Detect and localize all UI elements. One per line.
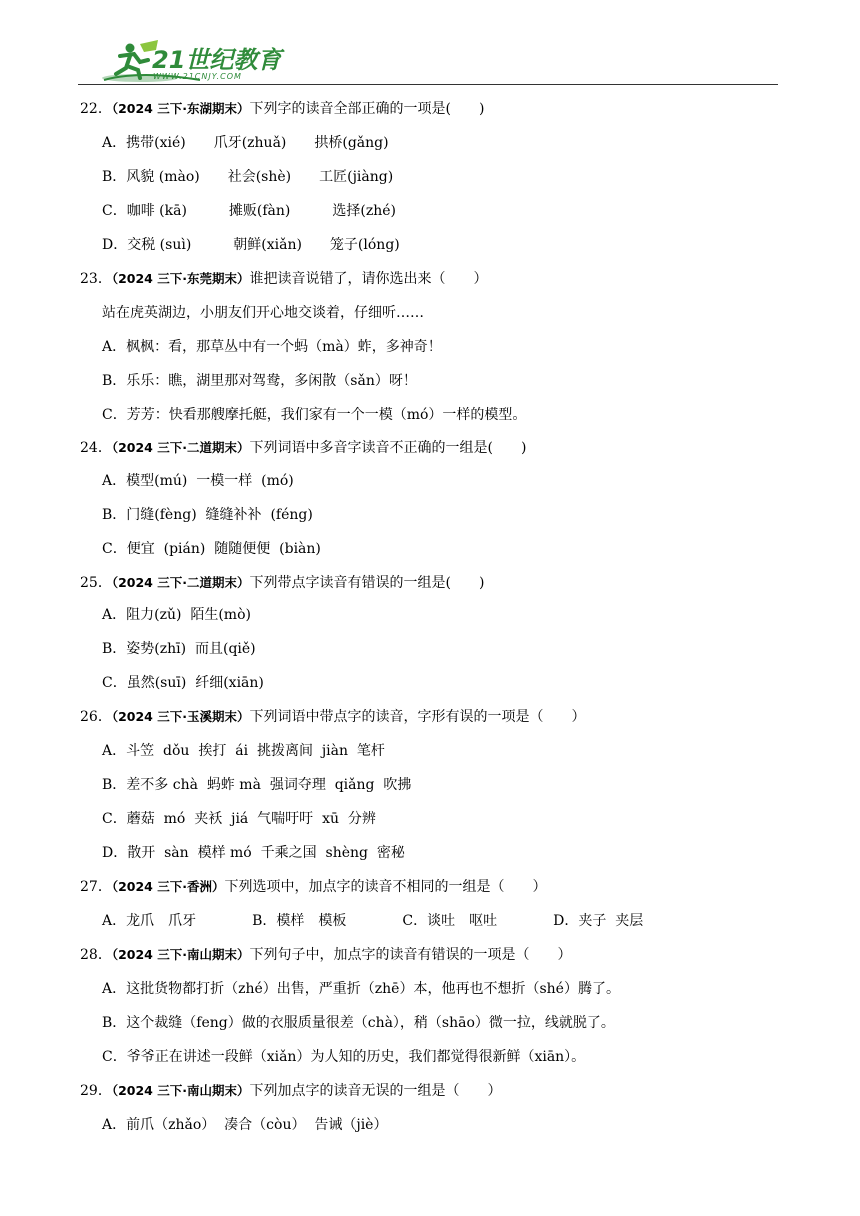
question-number: 26． <box>80 709 112 725</box>
answer-option: B．姿势(zhī) 而且(qiě) <box>102 641 256 657</box>
question-text: 谁把读音说错了，请你选出来（ ） <box>249 271 488 287</box>
answer-option: A．阻力(zǔ) 陌生(mò) <box>102 607 251 623</box>
logo-text: 21世纪教育 <box>152 46 282 74</box>
answer-option: D．散开 sàn 模样 mó 千乘之国 shèng 密秘 <box>102 845 405 861</box>
answer-option: A．龙爪 爪牙 B．模样 模板 C．谈吐 呕吐 D．夹子 夹层 <box>102 913 644 929</box>
answer-option: B．门缝(fèng) 缝缝补补 (féng) <box>102 507 313 523</box>
question-stem <box>80 568 484 598</box>
question-number: 25． <box>80 575 112 591</box>
question-source: （2024 三下·东湖期末） <box>111 101 250 116</box>
answer-option: B．乐乐：瞧，湖里那对驾鸯，多闲散（sǎn）呀！ <box>102 373 417 389</box>
question-stem <box>80 433 526 463</box>
question-source: （2024 三下·香洲） <box>111 879 225 894</box>
answer-option: A．模型(mú) 一模一样 (mó) <box>102 473 294 489</box>
answer-option: B．差不多 chà 蚂蚱 mà 强词夺理 qiǎng 吹拂 <box>102 777 412 793</box>
page-header <box>0 0 860 90</box>
question-text: 下列选项中，加点字的读音不相同的一组是（ ） <box>224 879 547 895</box>
question-text: 下列加点字的读音无误的一组是（ ） <box>249 1083 502 1099</box>
question-number: 27． <box>80 879 112 895</box>
question-source: （2024 三下·南山期末） <box>111 1083 250 1098</box>
question-text: 下列词语中多音字读音不正确的一组是( ) <box>249 440 527 456</box>
answer-option: A．前爪（zhǎo） 凑合（còu） 告诫（jiè） <box>102 1117 388 1133</box>
question-source: （2024 三下·玉溪期末） <box>111 709 250 724</box>
question-text: 下列字的读音全部正确的一项是( ) <box>249 101 485 117</box>
question-source: （2024 三下·东莞期末） <box>111 271 250 286</box>
question-stem <box>80 1076 501 1106</box>
answer-option: C．虽然(suī) 纤细(xiān) <box>102 675 264 691</box>
question-source: （2024 三下·二道期末） <box>111 575 250 590</box>
question-passage: 站在虎英湖边，小朋友们开心地交谈着，仔细听…… <box>102 305 424 321</box>
answer-option: C．便宜 (pián) 随随便便 (biàn) <box>102 541 321 557</box>
answer-option: C．蘑菇 mó 夹袄 jiá 气喘吁吁 xū 分辨 <box>102 811 376 827</box>
question-source: （2024 三下·南山期末） <box>111 947 250 962</box>
answer-option: C．爷爷正在讲述一段鲜（xiǎn）为人知的历史，我们都觉得很新鲜（xiān）。 <box>102 1049 586 1065</box>
answer-option: D．交税 (suì) 朝鲜(xiǎn) 笼子(lóng) <box>102 237 400 253</box>
question-number: 23． <box>80 271 112 287</box>
question-number: 22． <box>80 101 112 117</box>
answer-option: C．咖啡 (kā) 摊贩(fàn) 选择(zhé) <box>102 203 396 219</box>
question-number: 29． <box>80 1083 112 1099</box>
question-stem <box>80 702 585 732</box>
question-stem <box>80 872 546 902</box>
answer-option: B．这个裁缝（feng）做的衣服质量很差（chà），稍（shāo）微一拉，线就脱了。 <box>102 1015 615 1031</box>
question-source: （2024 三下·二道期末） <box>111 440 250 455</box>
question-text: 下列带点字读音有错误的一组是( ) <box>249 575 485 591</box>
header-divider <box>78 84 778 85</box>
answer-option: A．这批货物都打折（zhé）出售，严重折（zhē）本，他再也不想折（shé）腾了。 <box>102 981 620 997</box>
question-stem <box>80 264 487 294</box>
question-text: 下列词语中带点字的读音，字形有误的一项是（ ） <box>249 709 586 725</box>
question-stem <box>80 94 484 124</box>
answer-option: B．风貌 (mào) 社会(shè) 工匠(jiàng) <box>102 169 394 185</box>
question-text: 下列句子中，加点字的读音有错误的一项是（ ） <box>249 947 572 963</box>
question-number: 28． <box>80 947 112 963</box>
question-stem <box>80 940 571 970</box>
answer-option: A．斗笠 dǒu 挨打 ái 挑拨离间 jiàn 笔杆 <box>102 743 385 759</box>
answer-option: A．携带(xié) 爪牙(zhuǎ) 拱桥(gǎng) <box>102 135 389 151</box>
answer-option: A．枫枫：看，那草丛中有一个蚂（mà）蚱，多神奇！ <box>102 339 442 355</box>
answer-option: C．芳芳：快看那艘摩托艇，我们家有一个一模（mó）一样的模型。 <box>102 407 527 423</box>
logo-url: WWW.21CNJY.COM <box>153 72 242 81</box>
question-number: 24． <box>80 440 112 456</box>
